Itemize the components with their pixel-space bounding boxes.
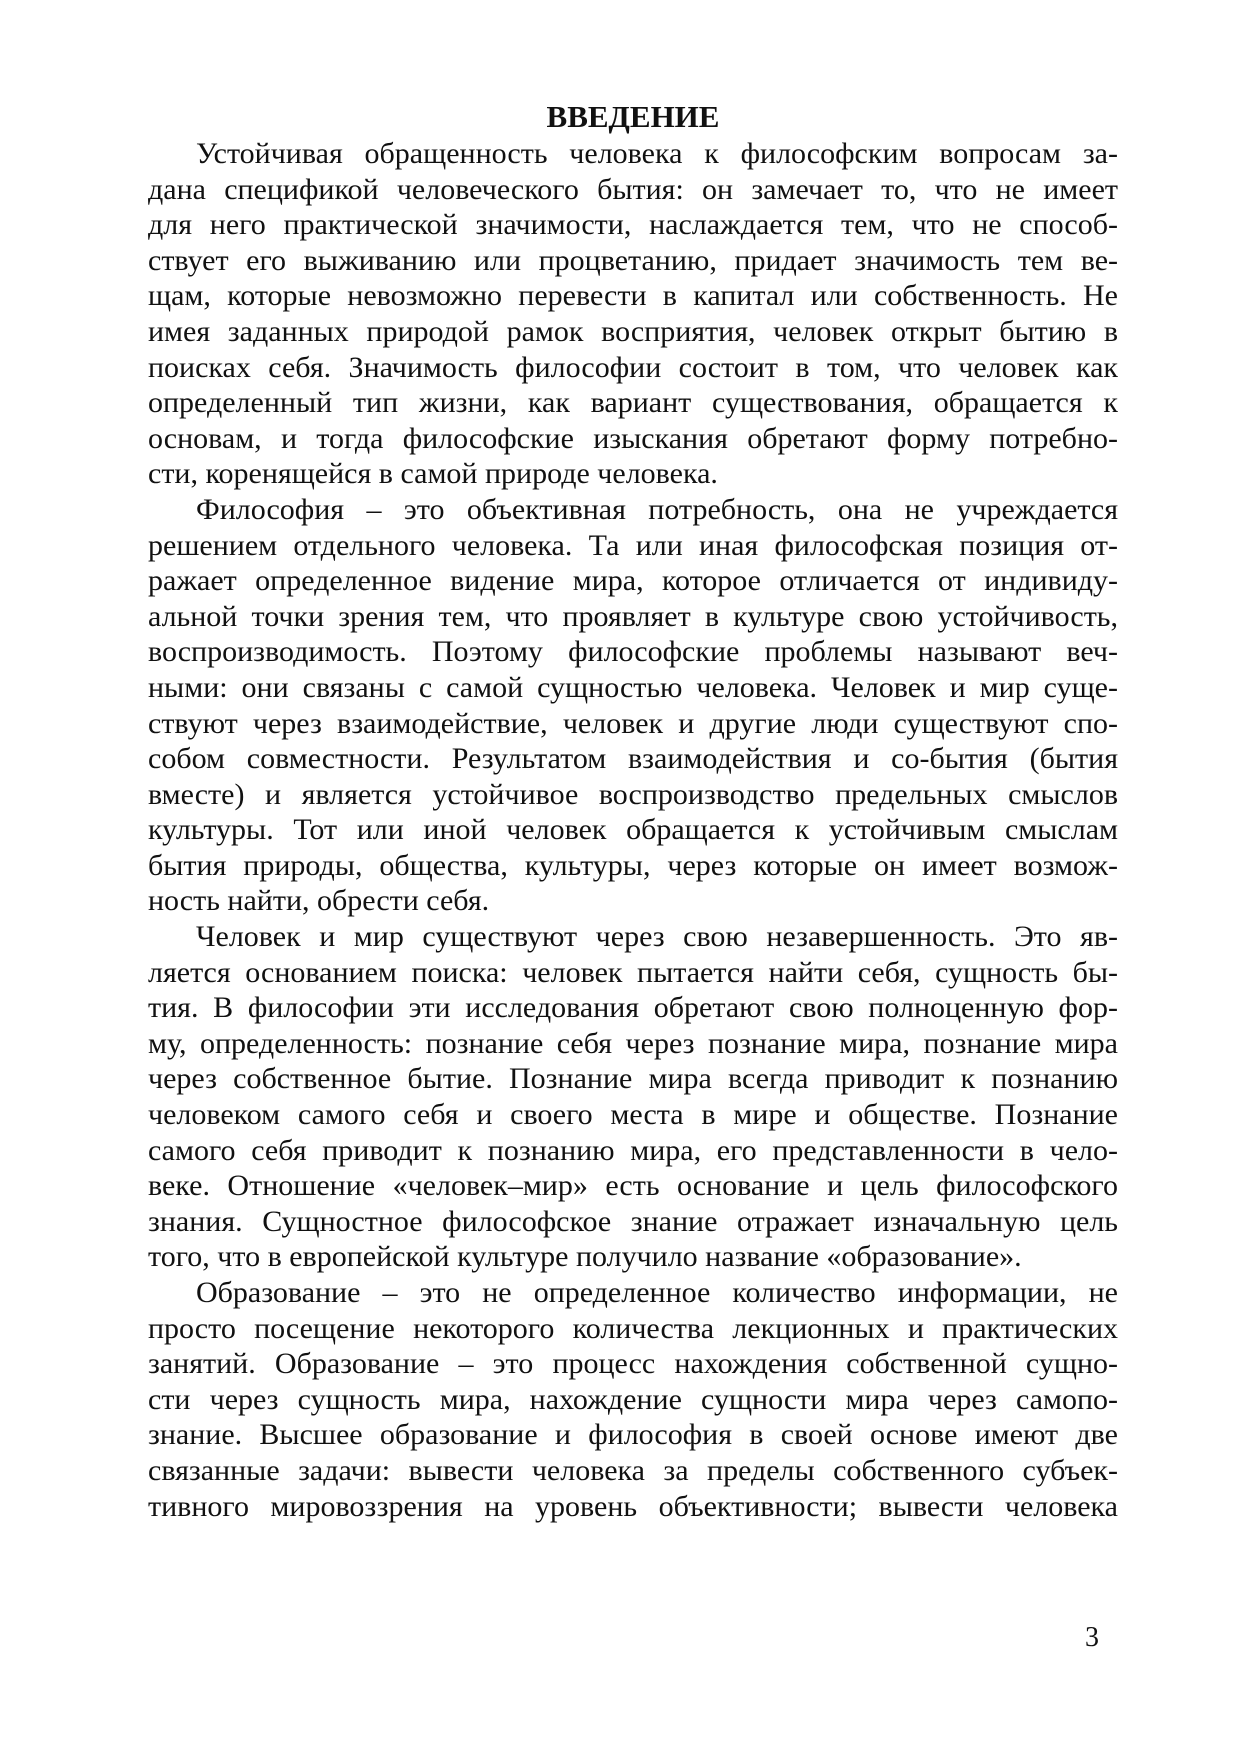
text-line: щам, которые невозможно перевести в капитал или собственность. Не [148,279,1118,313]
text-line: человеком самого себя и своего места в мире и обществе. Познание [148,1098,1118,1132]
text-line: ляется основанием поиска: человек пытается найти себя, сущность бы- [148,955,1118,989]
text-line: самого себя приводит к познанию мира, его представленности в чело- [148,1133,1118,1167]
text-line: определенный тип жизни, как вариант существования, обращается к [148,386,1118,420]
text-line: того, что в европейской культуре получило название «образование». [148,1240,1022,1274]
text-line: ражает определенное видение мира, которое отличается от индивиду- [148,564,1118,598]
text-line: Устойчивая обращенность человека к философским вопросам за- [196,137,1118,170]
text-line: сти, коренящейся в самой природе человека. [148,457,718,491]
text-line: связанные задачи: вывести человека за пределы собственного субъек- [148,1453,1118,1487]
text-line: просто посещение некоторого количества лекционных и практических [148,1311,1118,1345]
text-line: знания. Сущностное философское знание отражает изначальную цель [148,1204,1118,1238]
text-line: воспроизводимость. Поэтому философские проблемы называют веч- [148,635,1118,669]
body-text [148,136,1118,1524]
text-line: альной точки зрения тем, что проявляет в культуре свою устойчивость, [148,599,1118,633]
text-line: поисках себя. Значимость философии состоит в том, что человек как [148,350,1118,384]
text-line: через собственное бытие. Познание мира всегда приводит к познанию [148,1062,1118,1096]
paragraph [148,919,1118,1275]
paragraph [148,492,1118,919]
text-line: му, определенность: познание себя через познание мира, познание мира [148,1026,1118,1060]
text-line: основам, и тогда философские изыскания обретают форму потребно- [148,421,1118,455]
text-line: ствует его выживанию или процветанию, придает значимость тем ве- [148,243,1118,277]
text-line: Философия – это объективная потребность, она не учреждается [196,492,1118,526]
text-line: дана спецификой человеческого бытия: он замечает то, что не имеет [148,172,1118,206]
text-line: веке. Отношение «человек–мир» есть основание и цель философского [148,1169,1118,1203]
text-line: Человек и мир существуют через свою незавершенность. Это яв- [196,920,1118,954]
text-line: тия. В философии эти исследования обретают свою полноценную фор- [148,991,1118,1025]
text-line: вместе) и является устойчивое воспроизводство предельных смыслов [148,777,1118,811]
text-line: ными: они связаны с самой сущностью человека. Человек и мир суще- [148,670,1118,704]
text-line: решением отдельного человека. Та или иная философская позиция от- [148,528,1118,562]
text-line: ность найти, обрести себя. [148,884,490,918]
paragraph [148,136,1118,492]
text-line: Образование – это не определенное количество информации, не [196,1276,1118,1309]
text-line: для него практической значимости, наслаждается тем, что не способ- [148,208,1118,242]
page-number: 3 [1085,1622,1099,1653]
page-title: ВВЕДЕНИЕ [546,99,720,134]
text-line: бытия природы, общества, культуры, через которые он имеет возмож- [148,848,1118,882]
text-line: собом совместности. Результатом взаимодействия и со-бытия (бытия [148,742,1118,776]
text-line: занятий. Образование – это процесс нахождения собственной сущно- [148,1347,1118,1381]
text-line: имея заданных природой рамок восприятия, человек открыт бытию в [148,314,1118,348]
text-line: культуры. Тот или иной человек обращается к устойчивым смыслам [148,813,1118,847]
text-line: тивного мировоззрения на уровень объективности; вывести человека [148,1489,1118,1523]
text-line: знание. Высшее образование и философия в своей основе имеют две [148,1418,1118,1452]
text-line: сти через сущность мира, нахождение сущности мира через самопо- [148,1382,1118,1416]
text-line: ствуют через взаимодействие, человек и другие люди существуют спо- [148,706,1118,740]
paragraph [148,1275,1118,1524]
